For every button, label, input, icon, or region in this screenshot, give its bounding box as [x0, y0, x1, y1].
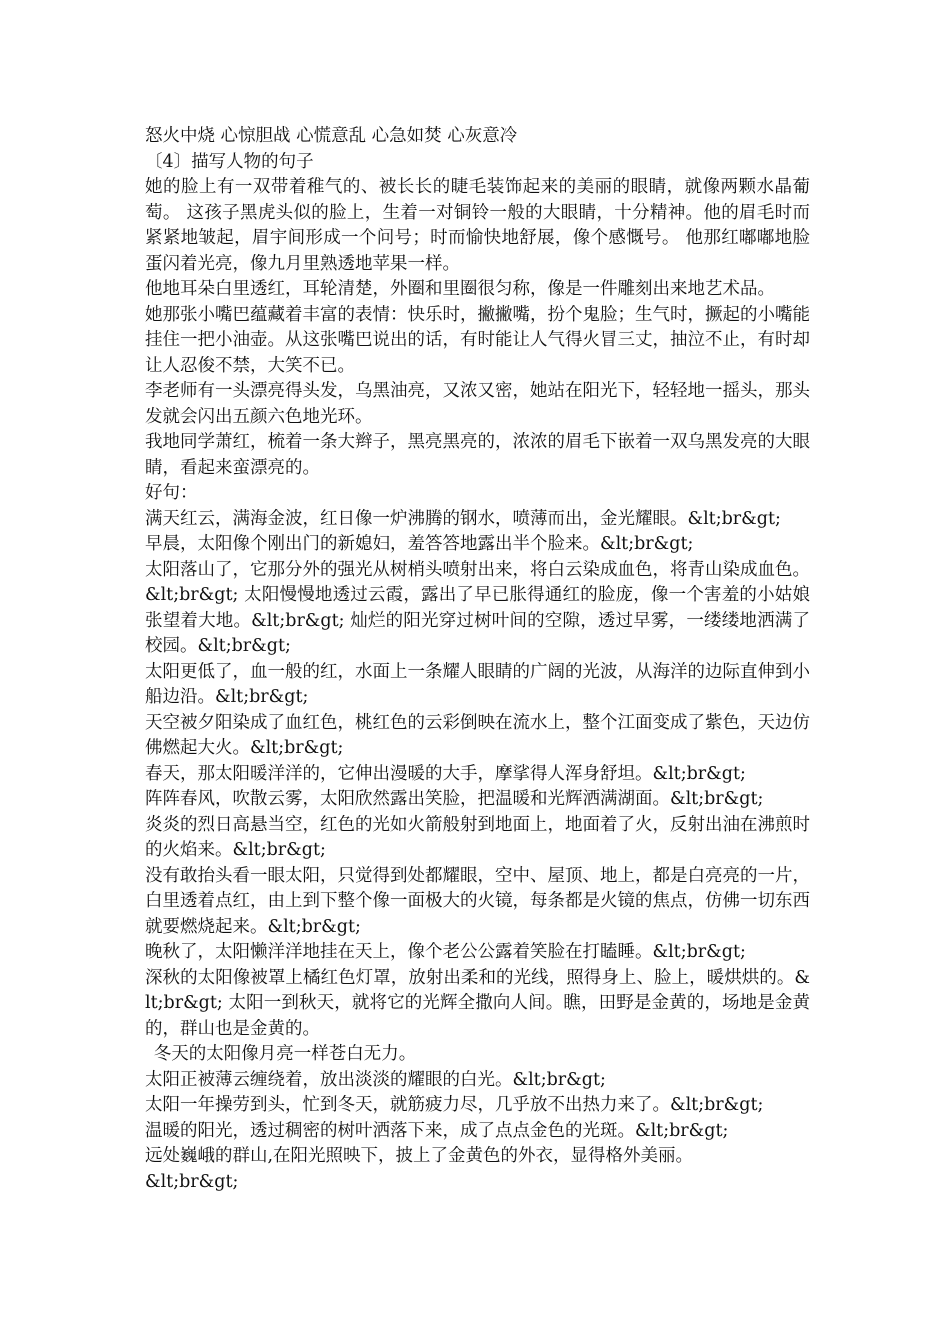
paragraph: 太阳一年操劳到头，忙到冬天，就筋疲力尽，几乎放不出热力来了。&lt;br&gt; — [145, 1095, 764, 1115]
paragraph: 怒火中烧 心惊胆战 心慌意乱 心急如焚 心灰意冷 — [145, 126, 518, 146]
paragraph: 太阳更低了，血一般的红，水面上一条耀人眼睛的广阔的光波，从海洋的边际直伸到小船边沿。&lt;br&gt; — [145, 661, 810, 707]
paragraph: 我地同学萧红，梳着一条大辫子，黑亮黑亮的，浓浓的眉毛下嵌着一双乌黑发亮的大眼睛，看起来蛮漂亮的。 — [145, 432, 810, 478]
paragraph: 她的脸上有一双带着稚气的、被长长的睫毛装饰起来的美丽的眼睛，就像两颗水晶葡萄。 这孩子黑虎头似的脸上，生着一对铜铃一般的大眼睛，十分精神。他的眉毛时而紧紧地皱起，眉宇间形成一个问号；时而愉快地舒展，像个感慨号。 他那红嘟嘟地脸蛋闪着光亮，像九月里熟透地苹果一样。 — [145, 177, 810, 274]
paragraph: 天空被夕阳染成了血红色，桃红色的云彩倒映在流水上，整个江面变成了紫色，天边仿佛燃起大火。&lt;br&gt; — [145, 712, 810, 758]
paragraph: 深秋的太阳像被罩上橘红色灯罩，放射出柔和的光线，照得身上、脸上，暖烘烘的。&lt;br&gt; 太阳一到秋天，就将它的光辉全撒向人间。瞧，田野是金黄的，场地是金黄的，群山也是金黄的。 — [145, 967, 810, 1039]
paragraph: 她那张小嘴巴蕴藏着丰富的表情：快乐时，撇撇嘴，扮个鬼脸；生气时，撅起的小嘴能挂住一把小油壶。从这张嘴巴说出的话，有时能让人气得火冒三丈，抽泣不止，有时却让人忍俊不禁，大笑不已。 — [145, 304, 810, 376]
paragraph: 晚秋了，太阳懒洋洋地挂在天上，像个老公公露着笑脸在打瞌睡。&lt;br&gt; — [145, 942, 746, 962]
section-heading: 〔4〕描写人物的句子 — [145, 151, 314, 172]
paragraph: 满天红云，满海金波，红日像一炉沸腾的钢水，喷薄而出，金光耀眼。&lt;br&gt; — [145, 508, 781, 529]
paragraph: 阵阵春风，吹散云雾，太阳欣然露出笑脸，把温暖和光辉洒满湖面。&lt;br&gt; — [145, 789, 764, 809]
paragraph: 没有敢抬头看一眼太阳，只觉得到处都耀眼，空中、屋顶、地上，都是白亮亮的一片，白里透着点红，由上到下整个像一面极大的火镜，每条都是火镜的焦点，仿佛一切东西就要燃烧起来。&lt;br&gt; — [145, 865, 810, 937]
section-heading: 好句： — [145, 483, 198, 503]
document-body — [145, 124, 810, 1195]
paragraph: 早晨，太阳像个刚出门的新媳妇，羞答答地露出半个脸来。&lt;br&gt; — [145, 534, 694, 554]
paragraph: 太阳落山了，它那分外的强光从树梢头喷射出来，将白云染成血色，将青山染成血色。&lt;br&gt; 太阳慢慢地透过云霞，露出了早已胀得通红的脸庞，像一个害羞的小姑娘张望着大地。&lt;br&gt; 灿烂的阳光穿过树叶间的空隙，透过早雾，一缕缕地洒满了校园。&lt;br&gt; — [145, 559, 810, 656]
paragraph: 他地耳朵白里透红，耳轮清楚，外圈和里圈很匀称，像是一件雕刻出来地艺术品。 — [145, 279, 775, 299]
paragraph: 李老师有一头漂亮得头发，乌黑油亮，又浓又密，她站在阳光下，轻轻地一摇头，那头发就会闪出五颜六色地光环。 — [145, 381, 810, 427]
paragraph: &lt;br&gt; — [145, 1171, 239, 1192]
paragraph: 太阳正被薄云缠绕着，放出淡淡的耀眼的白光。&lt;br&gt; — [145, 1069, 606, 1090]
paragraph: 远处巍峨的群山,在阳光照映下，披上了金黄色的外衣，显得格外美丽。 — [145, 1146, 694, 1166]
paragraph: 温暖的阳光，透过稠密的树叶洒落下来，成了点点金色的光斑。&lt;br&gt; — [145, 1120, 729, 1141]
paragraph: 冬天的太阳像月亮一样苍白无力。 — [153, 1044, 417, 1064]
paragraph: 炎炎的烈日高悬当空，红色的光如火箭般射到地面上，地面着了火，反射出油在沸煎时的火焰来。&lt;br&gt; — [145, 814, 810, 860]
paragraph: 春天，那太阳暖洋洋的，它伸出漫暖的大手，摩挲得人浑身舒坦。&lt;br&gt; — [145, 763, 746, 784]
